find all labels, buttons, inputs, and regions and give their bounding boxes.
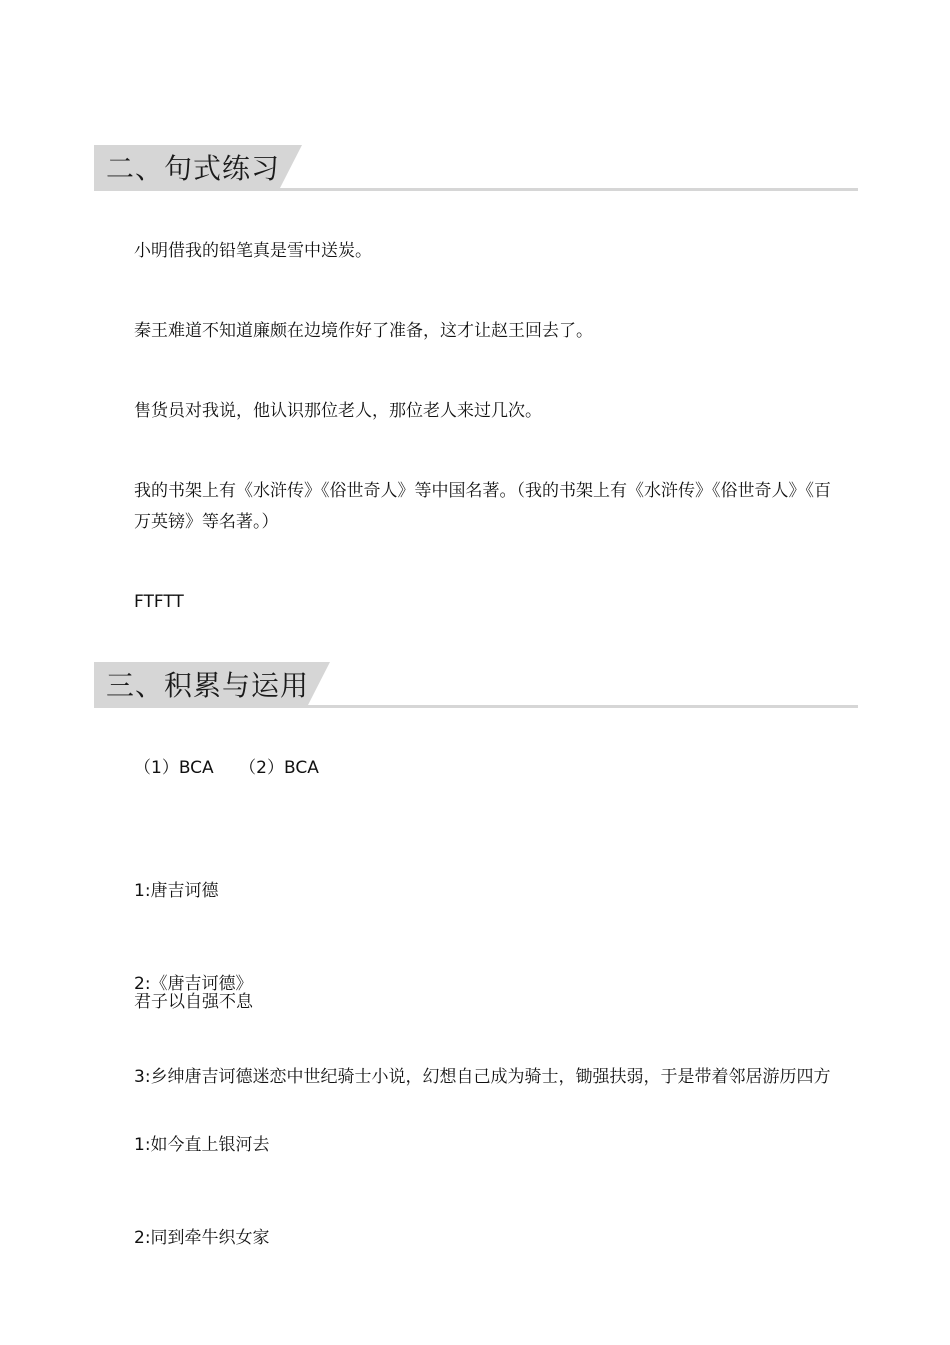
answer-line: 2:同到牵牛织女家 [134,1228,270,1248]
answer-text: 君子以自强不息 [134,992,253,1012]
section-title: 三、积累与运用 [106,668,310,702]
section-header-sentence-practice [94,145,858,191]
section-divider [94,188,858,191]
answer-text: （1）BCA （2）BCA [134,758,319,778]
answer-line: 2:《唐吉诃德》 [134,974,253,994]
answer-text: 售货员对我说，他认识那位老人，那位老人来过几次。 [134,401,542,421]
answer-text: 秦王难道不知道廉颇在边境作好了准备，这才让赵王回去了。 [134,321,593,341]
answer-text: FTFTT [134,592,184,612]
section-tab [94,662,308,705]
section-tab [94,145,280,188]
answer-line: 1:如今直上银河去 [134,1135,270,1155]
answer-text: 小明借我的铅笔真是雪中送炭。 [134,241,372,261]
answer-line: 3:乡绅唐吉诃德迷恋中世纪骑士小说，幻想自己成为骑士，锄强扶弱，于是带着邻居游历四方 [134,1067,831,1087]
section-header-accumulation [94,662,858,708]
answer-block [134,1068,844,1285]
section-title: 二、句式练习 [106,151,281,185]
answer-text: 我的书架上有《水浒传》《俗世奇人》等中国名著。（我的书架上有《水浒传》《俗世奇人》《百万英镑》等名著。） [134,481,831,532]
section-divider [94,705,858,708]
answer-line: 1:唐吉诃德 [134,881,219,901]
